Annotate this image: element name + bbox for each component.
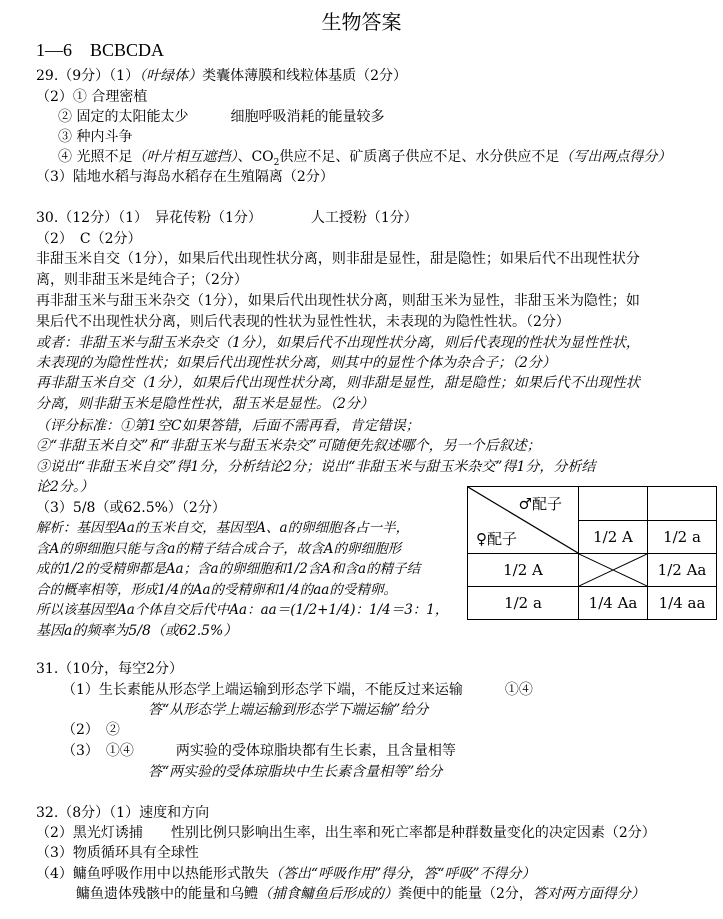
q32-line-5: 鳙鱼遗体残骸中的能量和乌鳢（捕食鳙鱼后形成的）粪便中的能量（2分，答对两方面得分）	[76, 886, 645, 902]
q30-line-21: 基因a的频率为5/8（或62.5%）	[36, 623, 238, 639]
q30-line-4: 离，则非甜玉米是纯合子；（2分）	[36, 272, 248, 288]
q30-line-20: 所以该基因型Aa个体自交后代中Aa：aa＝(1/2+1/4)：1/4＝3：1，	[36, 602, 449, 618]
q31-line-4: （2） ②	[62, 722, 120, 738]
q30-line-2: （2） C（2分）	[36, 231, 142, 247]
q32-line-3: （3）物质循环具有全球性	[36, 845, 199, 861]
mc-answers: 1—6 BCBCDA	[36, 40, 165, 60]
q30-line-7: 或者：非甜玉米与甜玉米杂交（1分），如果后代不出现性状分离，则后代表现的性状为显性性状，	[36, 335, 640, 351]
q30-line-14: 论2分。）	[36, 479, 94, 495]
q31-line-1: 31.（10分，每空2分）	[36, 661, 183, 677]
q30-line-17: 含A的卵细胞只能与含a的精子结合成合子，故含A的卵细胞形	[36, 541, 402, 557]
q30-line-11: （评分标准：①第1空C如果答错，后面不需再看，肯定错误；	[36, 418, 420, 434]
page-title: 生物答案	[321, 10, 402, 34]
q30-line-9: 再非甜玉米自交（1分），如果后代出现性状分离，则非甜是显性，甜是隐性；如果后代不出现性状	[36, 375, 640, 391]
q30-line-12: ②“非甜玉米自交”和“非甜玉米与甜玉米杂交”可随便先叙述哪个，另一个后叙述；	[36, 438, 541, 454]
q30-line-16: 解析：基因型Aa的玉米自交，基因型A、a的卵细胞各占一半，	[36, 520, 410, 536]
cross-mark	[579, 554, 647, 586]
empty-header-cell	[648, 487, 717, 521]
q30-line-15: （3）5/8（或62.5%）（2分）	[36, 500, 226, 516]
q29-line-1: 29.（9分）（1）（叶绿体）类囊体薄膜和线粒体基质（2分）	[36, 68, 408, 84]
female-gamete-row-2: 1/2 a	[468, 587, 579, 620]
q30-line-18: 成的1/2的受精卵都是Aa；含a的卵细胞和1/2含A和含a的精子结	[36, 561, 421, 577]
offspring-cell: 1/2 Aa	[648, 554, 717, 587]
q30-line-3: 非甜玉米自交（1分），如果后代出现性状分离，则非甜是显性，甜是隐性；如果后代不出现性状分	[36, 251, 640, 267]
q30-line-10: 分离，则非甜玉米是隐性性状，甜玉米是显性。（2分）	[36, 396, 374, 412]
q30-line-1: 30.（12分）（1） 异花传粉（1分） 人工授粉（1分）	[36, 210, 418, 226]
male-gamete-col-2: 1/2 a	[648, 520, 717, 554]
offspring-cell: 1/4 Aa	[579, 587, 648, 620]
q32-line-1: 32.（8分）（1）速度和方向	[36, 805, 210, 821]
q32-line-2: （2）黑光灯诱捕 性别比例只影响出生率，出生率和死亡率都是种群数量变化的决定因素（2分）	[36, 825, 656, 841]
female-gamete-row-1: 1/2 A	[468, 554, 579, 587]
q29-line-2: （2）① 合理密植	[36, 89, 148, 105]
q30-line-5: 再非甜玉米与甜玉米杂交（1分），如果后代出现性状分离，则甜玉米为显性，非甜玉米为隐性；如	[36, 293, 640, 309]
q30-line-19: 合的概率相等，形成1/4的Aa的受精卵和1/4的aa的受精卵。	[36, 582, 397, 598]
female-gamete-header: ♀配子	[476, 530, 517, 548]
q30-line-8: 未表现的为隐性性状；如果后代出现性状分离，则其中的显性个体为杂合子；（2分）	[36, 355, 556, 371]
punnett-header-cell	[468, 487, 579, 554]
q29-line-4: ③ 种内斗争	[58, 129, 133, 145]
q32-line-4: （4）鳙鱼呼吸作用中以热能形式散失（答出“呼吸作用”得分，答“呼吸”不得分）	[36, 866, 536, 882]
cross-cell	[579, 554, 648, 587]
offspring-cell: 1/4 aa	[648, 587, 717, 620]
q31-line-5: （3） ①④ 两实验的受体琼脂块都有生长素，且含量相等	[62, 743, 456, 759]
q31-line-3: 答“从形态学上端运输到形态学下端运输”给分	[148, 702, 429, 718]
q29-line-5: ④ 光照不足（叶片相互遮挡）、$CO_2$供应不足、矿质离子供应不足、水分供应不足（写出两点得分）	[58, 149, 672, 168]
q31-line-6: 答“两实验的受体琼脂块中生长素含量相等”给分	[148, 764, 443, 780]
male-gamete-header: ♂配子	[518, 495, 562, 513]
q31-line-2: （1）生长素能从形态学上端运输到形态学下端，不能反过来运输 ①④	[62, 682, 533, 698]
male-gamete-col-1: 1/2 A	[579, 520, 648, 554]
punnett-square	[467, 486, 717, 620]
empty-header-cell	[579, 487, 648, 521]
q30-line-6: 果后代不出现性状分离，则后代表现的性状为显性性状，未表现的为隐性性状。（2分）	[36, 314, 570, 330]
q29-line-6: （3）陆地水稻与海岛水稻存在生殖隔离（2分）	[36, 169, 334, 185]
q30-line-13: ③说出“非甜玉米自交”得1分，分析结论2分；说出“非甜玉米与甜玉米杂交”得1分，分析结	[36, 459, 596, 475]
q29-line-3: ② 固定的太阳能太少 细胞呼吸消耗的能量较多	[58, 109, 385, 125]
